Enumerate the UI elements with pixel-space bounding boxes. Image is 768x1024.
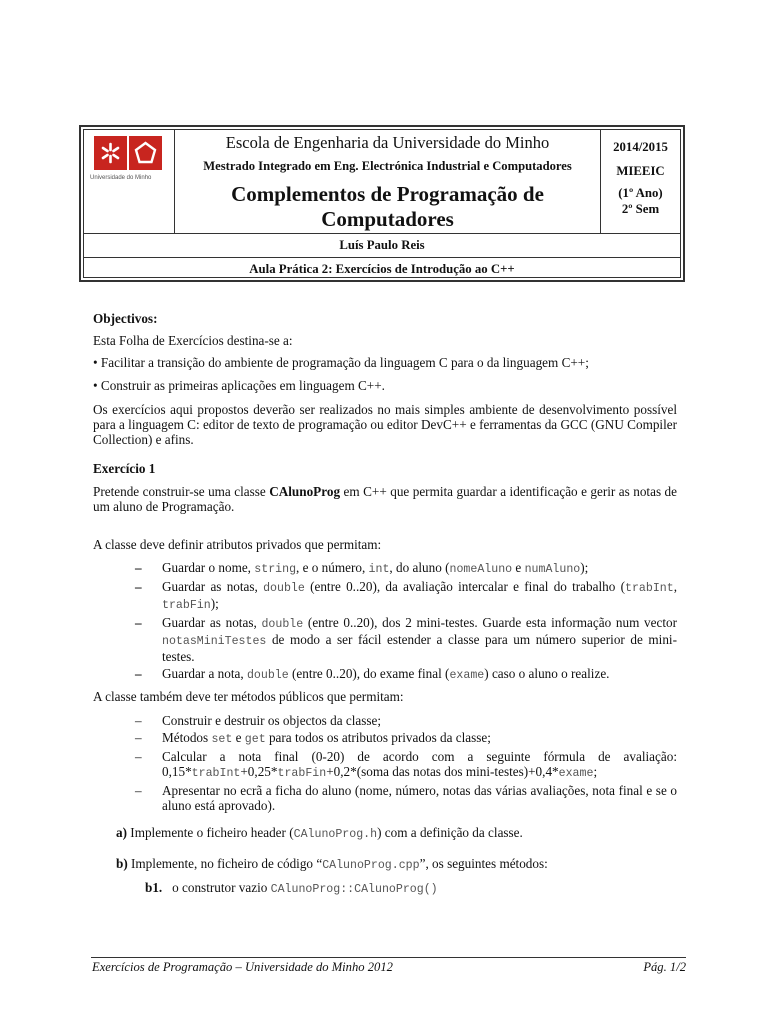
exercise-1-intro: Pretende construir-se uma classe CAlunoProg em C++ que permita guardar a identificação e gerir as notas de um aluno de Programação. — [93, 484, 677, 514]
course-title-line2: Computadores — [321, 207, 454, 231]
methods-intro: A classe também deve ter métodos públicos que permitam: — [93, 689, 404, 704]
footer-title: Exercícios de Programação – Universidade do Minho 2012 — [92, 960, 393, 974]
university-logo — [94, 136, 162, 170]
lesson-title: Aula Prática 2: Exercícios de Introdução ao C++ — [84, 257, 680, 282]
course-title-line1: Complementos de Programação de — [231, 182, 544, 206]
list-item: – Construir e destruir os objectos da classe; — [135, 713, 382, 728]
list-item: – Guardar as notas, double (entre 0..20), da avaliação intercalar e final do trabalho (trabInt, trabFin); — [135, 579, 677, 612]
school-name: Escola de Engenharia da Universidade do Minho — [225, 133, 550, 152]
list-item: – Métodos set e get para todos os atributos privados da classe; — [135, 730, 491, 746]
title-cell — [175, 130, 601, 233]
attributes-list — [135, 560, 677, 685]
logo-cell — [84, 130, 175, 233]
question-b: b) Implemente, no ficheiro de código “CAlunoProg.cpp”, os seguintes métodos: — [116, 856, 548, 872]
document-header — [79, 125, 685, 282]
class-name: CAlunoProg — [269, 484, 341, 499]
list-item: – Guardar a nota, double (entre 0..20), do exame final (exame) caso o aluno o realize. — [135, 666, 610, 682]
objectives-paragraph: Os exercícios aqui propostos deverão ser realizados no mais simples ambiente de desenvolvimento possível para a linguagem C: editor de texto de programação ou editor DevC++ e ferramentas da GCC (GNU Compiler Collection) e afins. — [93, 402, 677, 447]
academic-year: 2014/2015 — [613, 140, 668, 154]
objective-item-1: • Facilitar a transição do ambiente de programação da linguagem C para o da linguagem C++; — [93, 355, 589, 370]
exercise-1-heading: Exercício 1 — [93, 461, 156, 476]
objective-item-2: • Construir as primeiras aplicações em linguagem C++. — [93, 378, 385, 393]
author: Luís Paulo Reis — [84, 233, 680, 258]
program-name: Mestrado Integrado em Eng. Electrónica Industrial e Computadores — [203, 159, 572, 173]
objectives-heading: Objectivos: — [93, 311, 158, 326]
attributes-intro: A classe deve definir atributos privados que permitam: — [93, 537, 382, 552]
course-title — [175, 182, 600, 232]
question-a: a) Implemente o ficheiro header (CAlunoProg.h) com a definição da classe. — [116, 825, 523, 841]
page-number: Pág. 1/2 — [643, 960, 686, 974]
list-item: – Calcular a nota final (0-20) de acordo com a seguinte fórmula de avaliação: 0,15*trabInt+0,25*trabFin+0,2*(soma das notas dos mini-testes)+0,4*exame; — [135, 749, 677, 780]
asterisk-icon — [94, 136, 127, 170]
methods-list — [135, 713, 677, 815]
logo-text: Universidade do Minho — [90, 175, 152, 181]
list-item: – Guardar as notas, double (entre 0..20), dos 2 mini-testes. Guarde esta informação num vector notasMiniTestes de modo a ser fácil estender a classe para um número superior de mini-testes. — [135, 615, 677, 664]
list-item: – Guardar o nome, string, e o número, int, do aluno (nomeAluno e numAluno); — [135, 560, 589, 576]
list-item: – Apresentar no ecrã a ficha do aluno (nome, número, notas das várias avaliações, nota final e se o aluno está aprovado). — [135, 783, 677, 813]
footer-divider — [91, 957, 686, 958]
meta-cell — [601, 130, 680, 233]
course-year: (1º Ano) — [618, 186, 663, 200]
objectives-intro: Esta Folha de Exercícios destina-se a: — [93, 333, 293, 348]
question-b1: b1. o construtor vazio CAlunoProg::CAlunoProg() — [145, 880, 438, 896]
degree-code: MIEEIC — [616, 164, 665, 178]
semester: 2º Sem — [621, 202, 660, 216]
pentagon-icon — [129, 136, 162, 170]
